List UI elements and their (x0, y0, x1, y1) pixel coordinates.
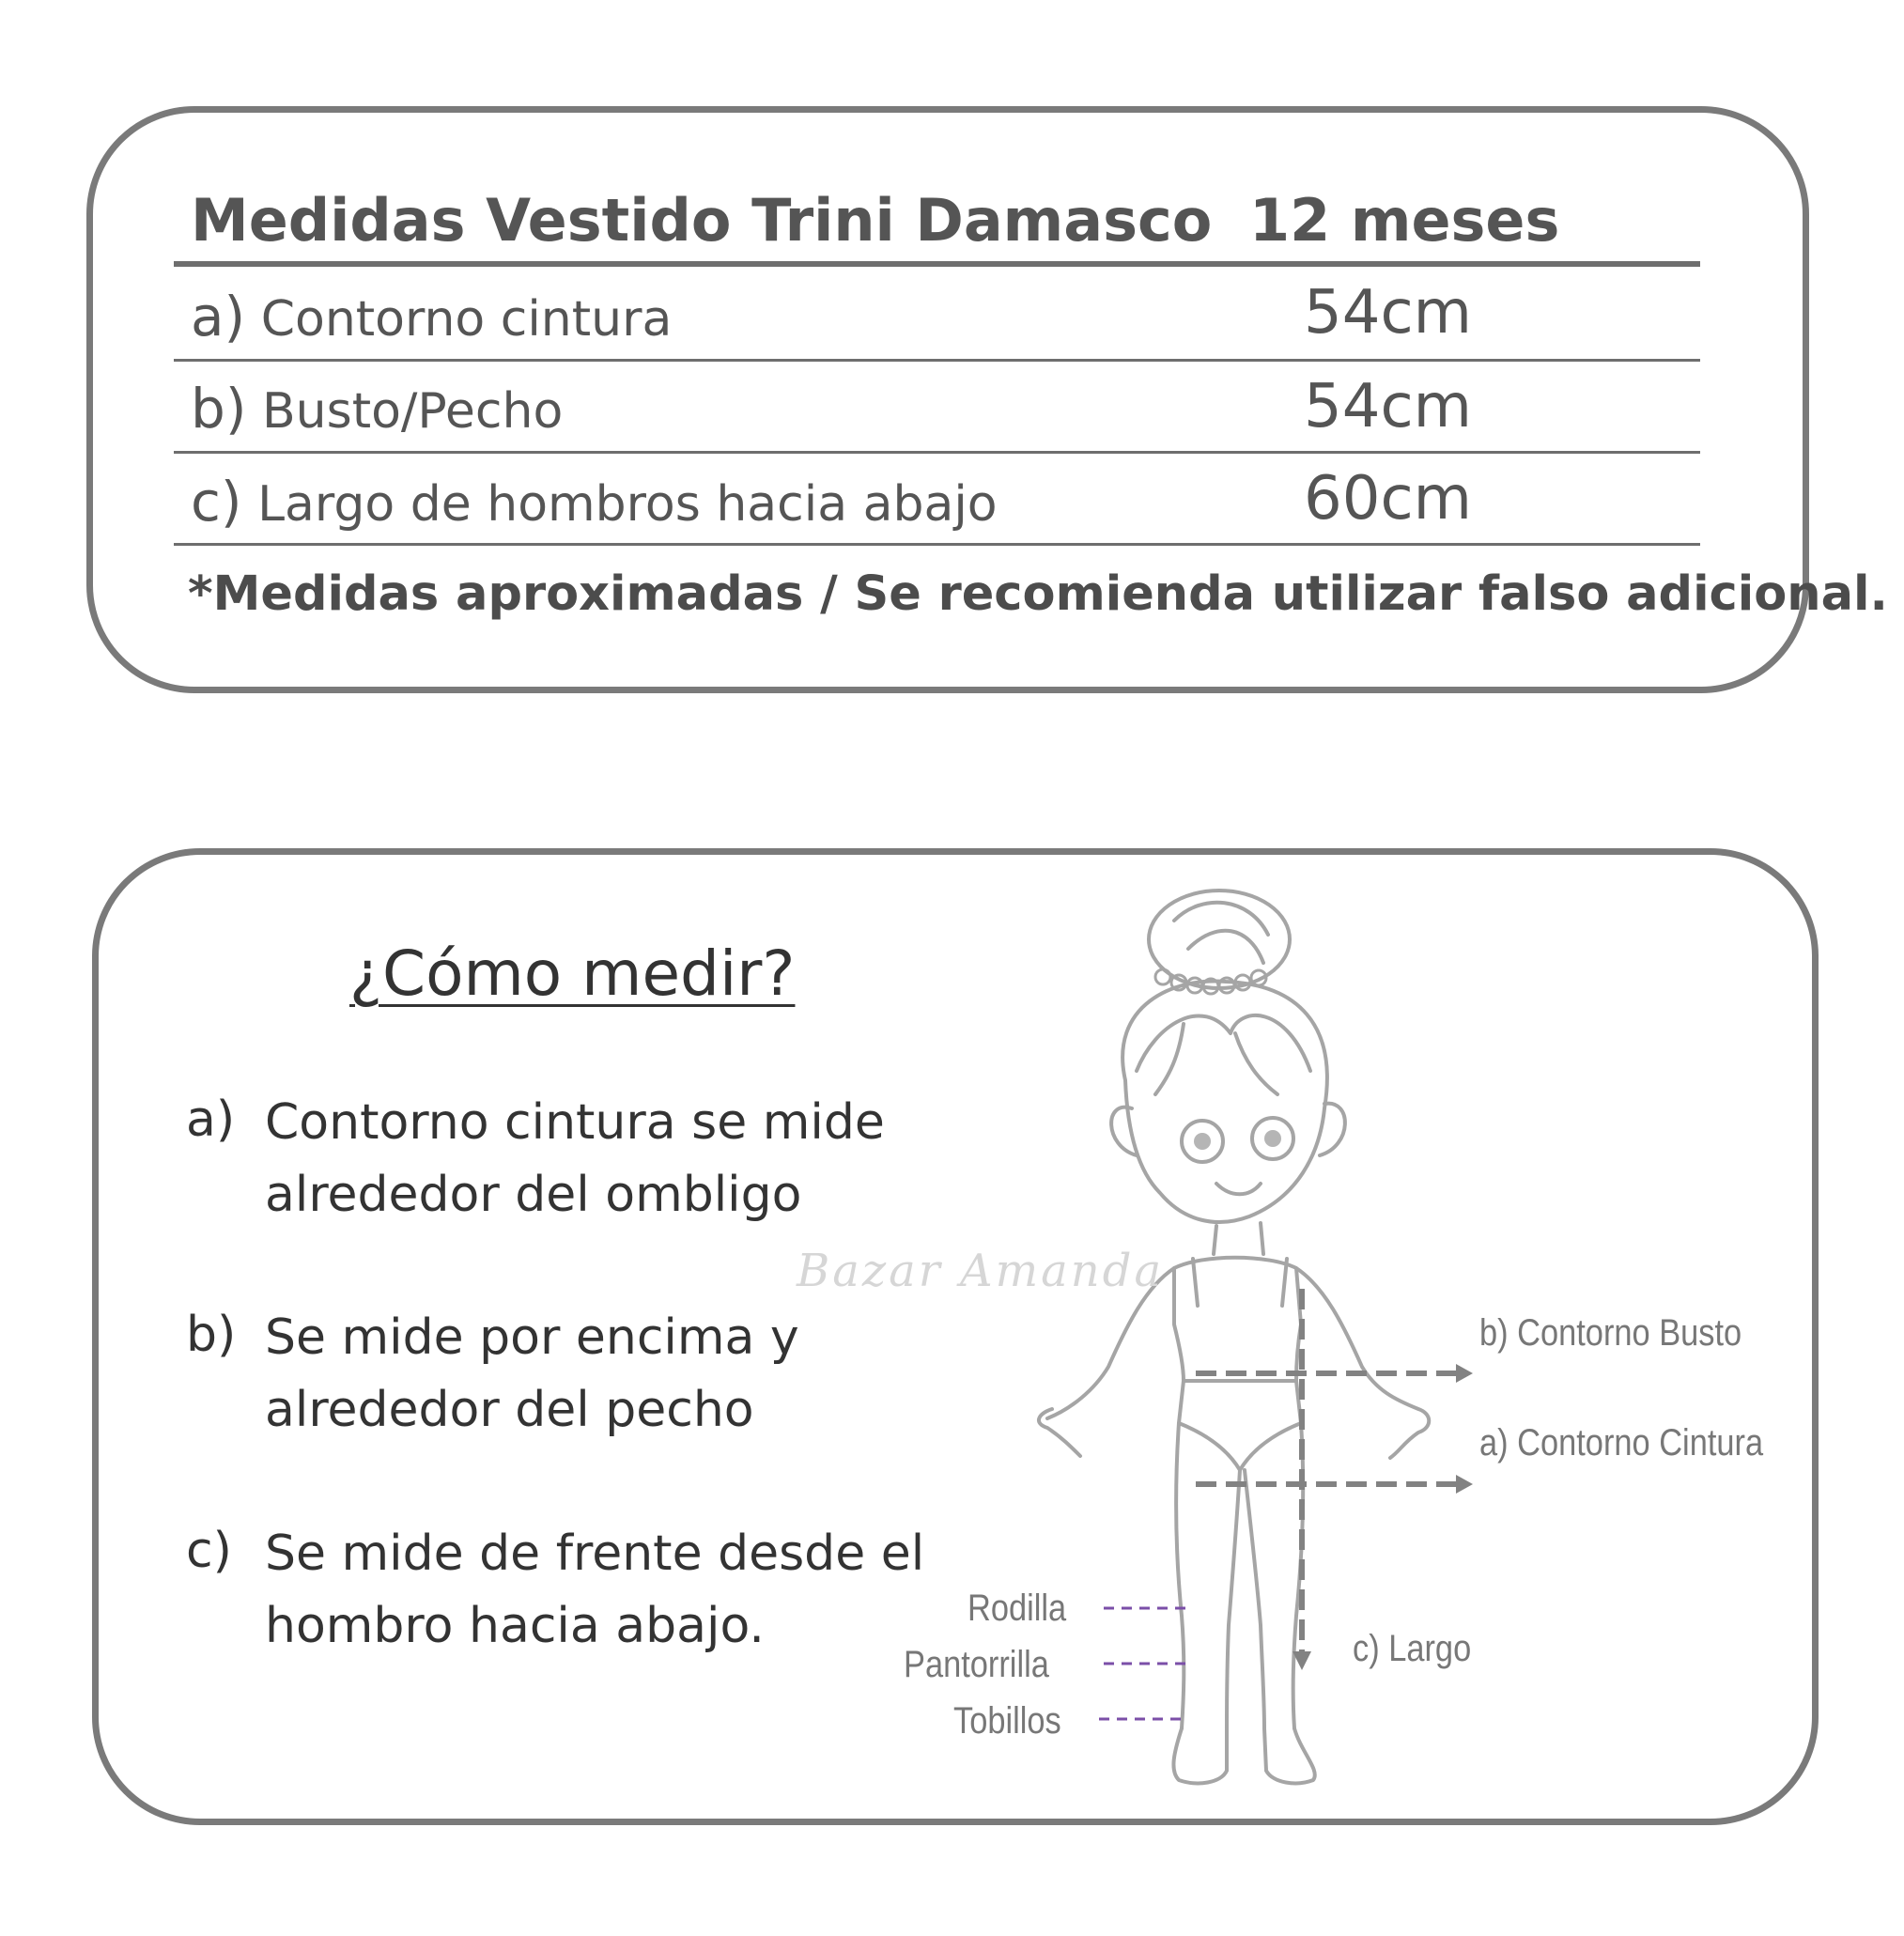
how-to-title: ¿Cómo medir? (349, 937, 796, 1010)
label-contorno-busto: b) Contorno Busto (1479, 1312, 1742, 1354)
cintura-arrowhead (1456, 1475, 1473, 1494)
row-label: Busto/Pecho (261, 383, 564, 440)
table-row-value: 60cm (1304, 464, 1472, 534)
table-row-label (191, 377, 563, 441)
step-key: c) (186, 1523, 232, 1579)
label-tobillos: Tobillos (953, 1700, 1061, 1742)
row-key: a) (191, 285, 246, 348)
label-rodilla: Rodilla (967, 1588, 1067, 1629)
step-key: b) (186, 1307, 237, 1363)
table-row-value: 54cm (1304, 278, 1472, 348)
measurement-note: *Medidas aproximadas / Se recomienda utilizar falso adicional. (188, 566, 1888, 622)
row-label: Largo de hombros hacia abajo (257, 476, 998, 533)
step-key: a) (186, 1092, 236, 1148)
mouth (1216, 1184, 1261, 1194)
neck (1214, 1223, 1263, 1254)
header-divider (174, 261, 1700, 267)
row-divider (174, 359, 1700, 362)
row-divider (174, 543, 1700, 546)
row-label: Contorno cintura (260, 291, 673, 348)
step-text: Contorno cintura se mide alrededor del ombligo (265, 1094, 885, 1223)
size-header: 12 meses (1249, 186, 1560, 255)
label-largo: c) Largo (1353, 1628, 1472, 1669)
leg-markers (1090, 1597, 1202, 1738)
step-text: Se mide por encima y alrededor del pecho (265, 1309, 799, 1438)
head (1122, 981, 1327, 1222)
watermark: Bazar Amanda (797, 1245, 1165, 1297)
row-key: c) (191, 470, 242, 534)
right-foot (1264, 1728, 1315, 1783)
largo-arrowhead (1293, 1651, 1311, 1670)
table-row-label (191, 285, 672, 348)
label-pantorrilla: Pantorrilla (904, 1644, 1049, 1685)
row-divider (174, 451, 1700, 454)
hair-fringe (1137, 1015, 1310, 1094)
bun-curls (1174, 903, 1268, 963)
busto-arrowhead (1456, 1364, 1473, 1383)
label-contorno-cintura: a) Contorno Cintura (1479, 1422, 1764, 1464)
table-title: Medidas Vestido Trini Damasco (191, 186, 1213, 255)
table-row-label (191, 470, 998, 534)
table-row-value: 54cm (1304, 372, 1472, 441)
step-text: Se mide de frente desde el hombro hacia abajo. (265, 1526, 925, 1654)
row-key: b) (191, 377, 247, 441)
